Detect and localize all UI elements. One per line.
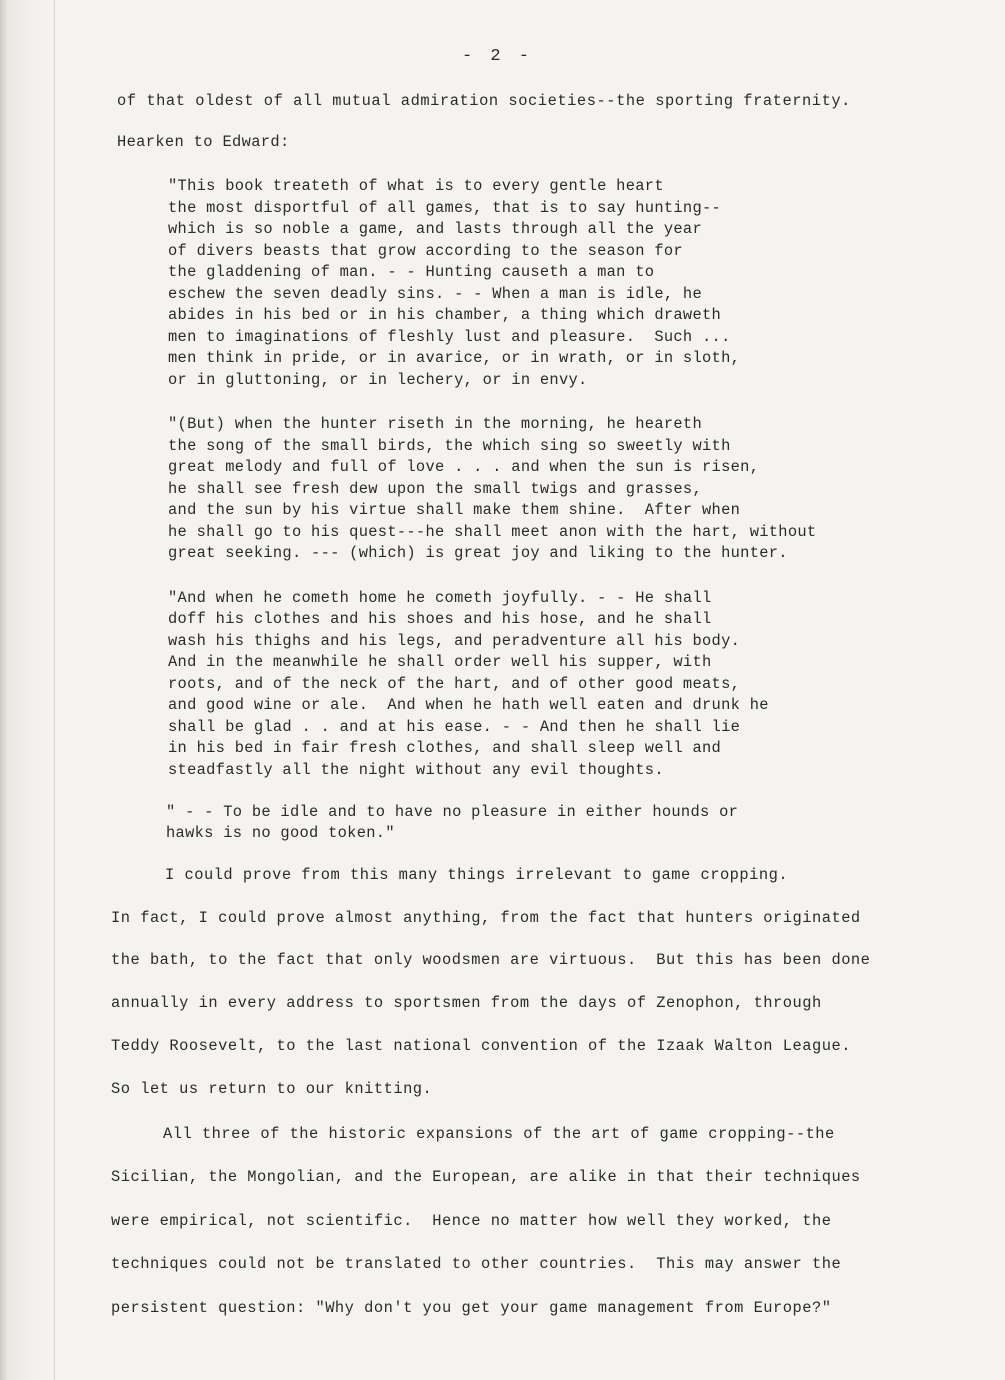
body-line: Sicilian, the Mongolian, and the European, are alike in that their techniques [111, 1168, 861, 1186]
body-line: All three of the historic expansions of the art of game cropping--the [163, 1125, 835, 1143]
quote-line: "This book treateth of what is to every gentle heart [168, 177, 664, 195]
quote-line: abides in his bed or in his chamber, a thing which draweth [168, 306, 722, 324]
quote-line: great seeking. --- (which) is great joy and liking to the hunter. [168, 544, 788, 562]
quote-line: great melody and full of love . . . and when the sun is risen, [168, 458, 760, 476]
body-line: the bath, to the fact that only woodsmen are virtuous. But this has been done [111, 951, 871, 969]
quote-line: "(But) when the hunter riseth in the morning, he heareth [168, 415, 703, 433]
quote-intro: Hearken to Edward: [117, 133, 290, 151]
quote-line: or in gluttoning, or in lechery, or in envy. [168, 371, 588, 389]
quote-line: he shall go to his quest---he shall meet anon with the hart, without [168, 523, 817, 541]
quote-line: men to imaginations of fleshly lust and pleasure. Such ... [168, 328, 731, 346]
body-line: So let us return to our knitting. [111, 1080, 433, 1098]
quote-line: the song of the small birds, the which sing so sweetly with [168, 437, 731, 455]
body-line: annually in every address to sportsmen from the days of Zenophon, through [111, 994, 822, 1012]
body-line: persistent question: "Why don't you get your game management from Europe?" [111, 1299, 832, 1317]
quote-line: shall be glad . . and at his ease. - - And then he shall lie [168, 718, 741, 736]
quote-line: eschew the seven deadly sins. - - When a man is idle, he [168, 285, 703, 303]
quote-line: " - - To be idle and to have no pleasure in either hounds or [166, 803, 739, 821]
opening-line: of that oldest of all mutual admiration societies--the sporting fraternity. [117, 92, 851, 110]
body-line: I could prove from this many things irrelevant to game cropping. [165, 866, 789, 884]
quote-line: the most disportful of all games, that is to say hunting-- [168, 199, 722, 217]
page-number: - 2 - [462, 47, 534, 66]
quote-line: and good wine or ale. And when he hath well eaten and drunk he [168, 696, 769, 714]
body-line: techniques could not be translated to other countries. This may answer the [111, 1255, 842, 1273]
body-line: In fact, I could prove almost anything, from the fact that hunters originated [111, 909, 861, 927]
quote-line: which is so noble a game, and lasts through all the year [168, 220, 703, 238]
quote-line: steadfastly all the night without any evil thoughts. [168, 761, 664, 779]
quote-line: doff his clothes and his shoes and his hose, and he shall [168, 610, 712, 628]
quote-line: and the sun by his virtue shall make them shine. After when [168, 501, 741, 519]
quote-line: "And when he cometh home he cometh joyfully. - - He shall [168, 589, 712, 607]
body-line: were empirical, not scientific. Hence no matter how well they worked, the [111, 1212, 832, 1230]
quote-line: in his bed in fair fresh clothes, and shall sleep well and [168, 739, 722, 757]
body-line: Teddy Roosevelt, to the last national convention of the Izaak Walton League. [111, 1037, 851, 1055]
quote-line: the gladdening of man. - - Hunting causeth a man to [168, 263, 655, 281]
quote-line: And in the meanwhile he shall order well his supper, with [168, 653, 712, 671]
quote-line: men think in pride, or in avarice, or in wrath, or in sloth, [168, 349, 741, 367]
quote-line: hawks is no good token." [166, 824, 395, 842]
quote-line: roots, and of the neck of the hart, and of other good meats, [168, 675, 741, 693]
quote-line: he shall see fresh dew upon the small twigs and grasses, [168, 480, 703, 498]
quote-line: wash his thighs and his legs, and peradventure all his body. [168, 632, 741, 650]
quote-line: of divers beasts that grow according to the season for [168, 242, 683, 260]
